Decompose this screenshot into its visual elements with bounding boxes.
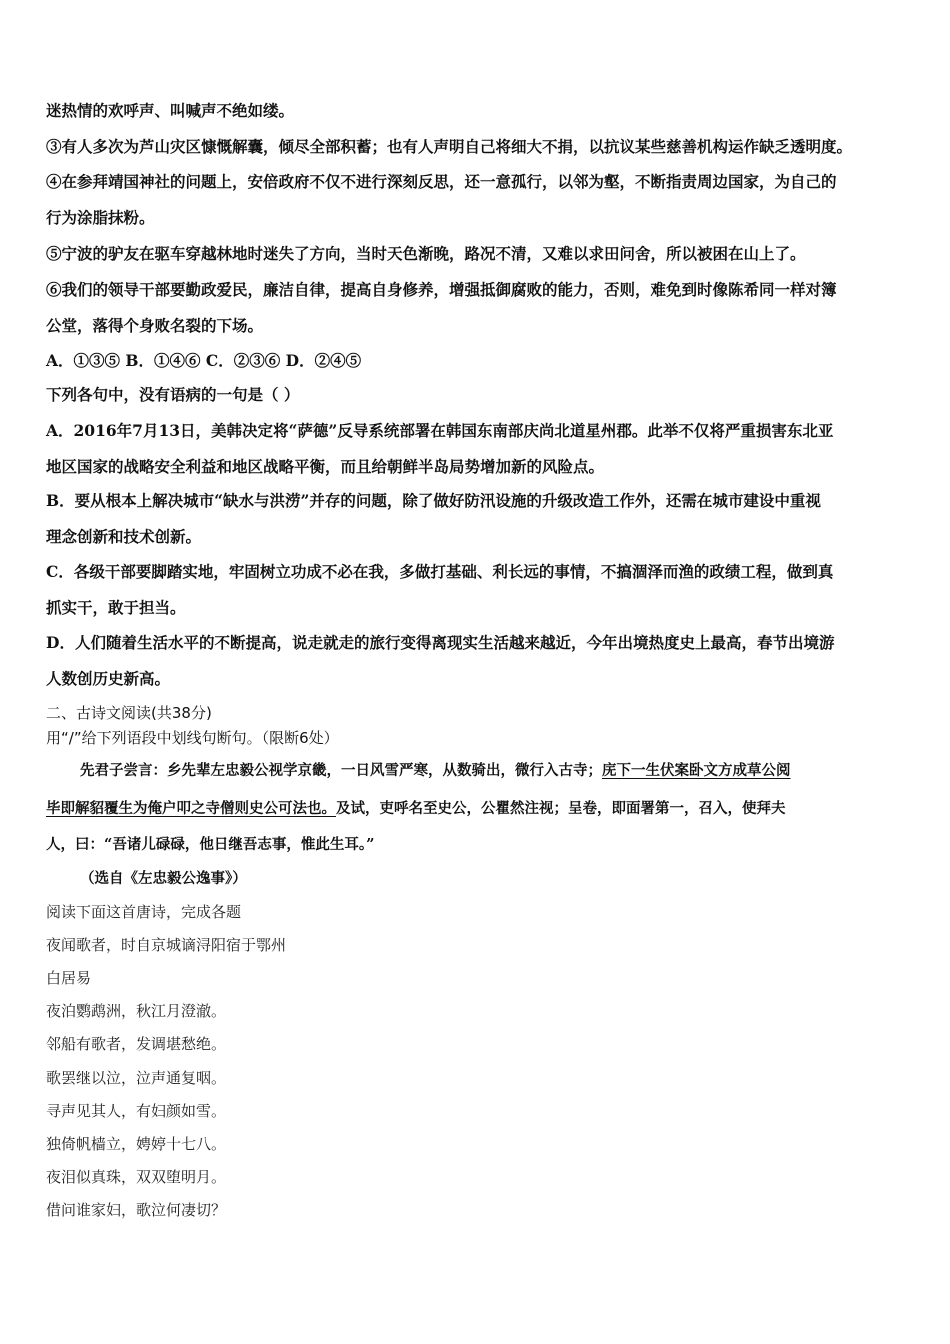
section-instruction: 用“/”给下列语段中划线句断句。（限断6处） <box>46 729 339 747</box>
poem-line: 寻声见其人，有妇颜如雪。 <box>46 1102 227 1120</box>
q2-option-d-line2: 人数创历史新高。 <box>46 669 171 688</box>
q2-option-b-line1: B．要从根本上解决城市“缺水与洪涝”并存的问题，除了做好防汛设施的升级改造工作外，还需在城市建设中重视 <box>46 491 821 510</box>
passage-underlined-text: 庑下一生伏案卧文方成草公阅 <box>602 762 791 779</box>
q1-item-4-line2: 行为涂脂抹粉。 <box>46 208 155 227</box>
poem-instruction: 阅读下面这首唐诗，完成各题 <box>46 903 242 921</box>
q1-line-continuation: 迷热情的欢呼声、叫喊声不绝如缕。 <box>46 101 295 120</box>
q2-option-c-line1: C．各级干部要脚踏实地，牢固树立功成不必在我，多做打基础、利长远的事情，不搞涸泽而渔的政绩工程，做到真 <box>46 562 834 581</box>
q1-item-3: ③有人多次为芦山灾区慷慨解囊，倾尽全部积蓄；也有人声明自己将细大不捐，以抗议某些慈善机构运作缺乏透明度。 <box>46 137 853 156</box>
passage-source: （选自《左忠毅公逸事》） <box>80 870 247 887</box>
passage-plain-text: 及试，吏呼名至史公，公瞿然注视；呈卷，即面署第一，召入，使拜夫 <box>336 800 786 817</box>
q2-option-c-line2: 抓实干，敢于担当。 <box>46 598 186 617</box>
classical-passage-line3: 人，曰：“吾诸儿碌碌，他日继吾志事，惟此生耳。” <box>46 836 375 853</box>
classical-passage-line1 <box>80 761 791 781</box>
q2-option-d-line1: D．人们随着生活水平的不断提高，说走就走的旅行变得离现实生活越来越近，今年出境热度史上最高，春节出境游 <box>46 633 835 652</box>
poem-line: 独倚帆樯立，娉婷十七八。 <box>46 1135 227 1153</box>
q2-option-b-line2: 理念创新和技术创新。 <box>46 527 202 546</box>
classical-passage-line2 <box>46 799 786 819</box>
q2-option-a-line2: 地区国家的战略安全利益和地区战略平衡，而且给朝鲜半岛局势增加新的风险点。 <box>46 457 605 476</box>
q1-item-5: ⑤宁波的驴友在驱车穿越林地时迷失了方向，当时天色渐晚，路况不清，又难以求田问舍，所以被困在山上了。 <box>46 244 806 263</box>
poem-line: 歌罢继以泣，泣声通复咽。 <box>46 1069 227 1087</box>
q1-item-6-line1: ⑥我们的领导干部要勤政爱民，廉洁自律，提高自身修养，增强抵御腐败的能力，否则，难免到时像陈希同一样对簿 <box>46 280 837 299</box>
poem-line: 借问谁家妇，歌泣何凄切？ <box>46 1201 227 1219</box>
poem-line: 夜泊鹦鹉洲，秋江月澄澈。 <box>46 1002 227 1020</box>
q1-options: A．①③⑤ B．①④⑥ C．②③⑥ D．②④⑤ <box>46 351 362 370</box>
poem-line: 夜泪似真珠，双双堕明月。 <box>46 1168 227 1186</box>
poem-title: 夜闻歌者，时自京城谪浔阳宿于鄂州 <box>46 936 287 954</box>
section-heading: 二、古诗文阅读(共38分) <box>46 704 212 722</box>
q1-item-4-line1: ④在参拜靖国神社的问题上，安倍政府不仅不进行深刻反思，还一意孤行，以邻为壑，不断指责周边国家，为自己的 <box>46 172 837 191</box>
q2-option-a-line1: A．2016年7月13日，美韩决定将“萨德”反导系统部署在韩国东南部庆尚北道星州郡。此举不仅将严重损害东北亚 <box>46 421 834 440</box>
poem-line: 邻船有歌者，发调堪愁绝。 <box>46 1035 227 1053</box>
passage-underlined-text: 毕即解貂覆生为俺户叩之寺僧则史公可法也。 <box>46 800 336 817</box>
poem-author: 白居易 <box>46 969 92 987</box>
passage-plain-text: 先君子尝言：乡先辈左忠毅公视学京畿，一日风雪严寒，从数骑出，微行入古寺； <box>80 762 602 779</box>
q1-item-6-line2: 公堂，落得个身败名裂的下场。 <box>46 316 264 335</box>
q2-stem: 下列各句中，没有语病的一句是（ ） <box>46 385 300 404</box>
